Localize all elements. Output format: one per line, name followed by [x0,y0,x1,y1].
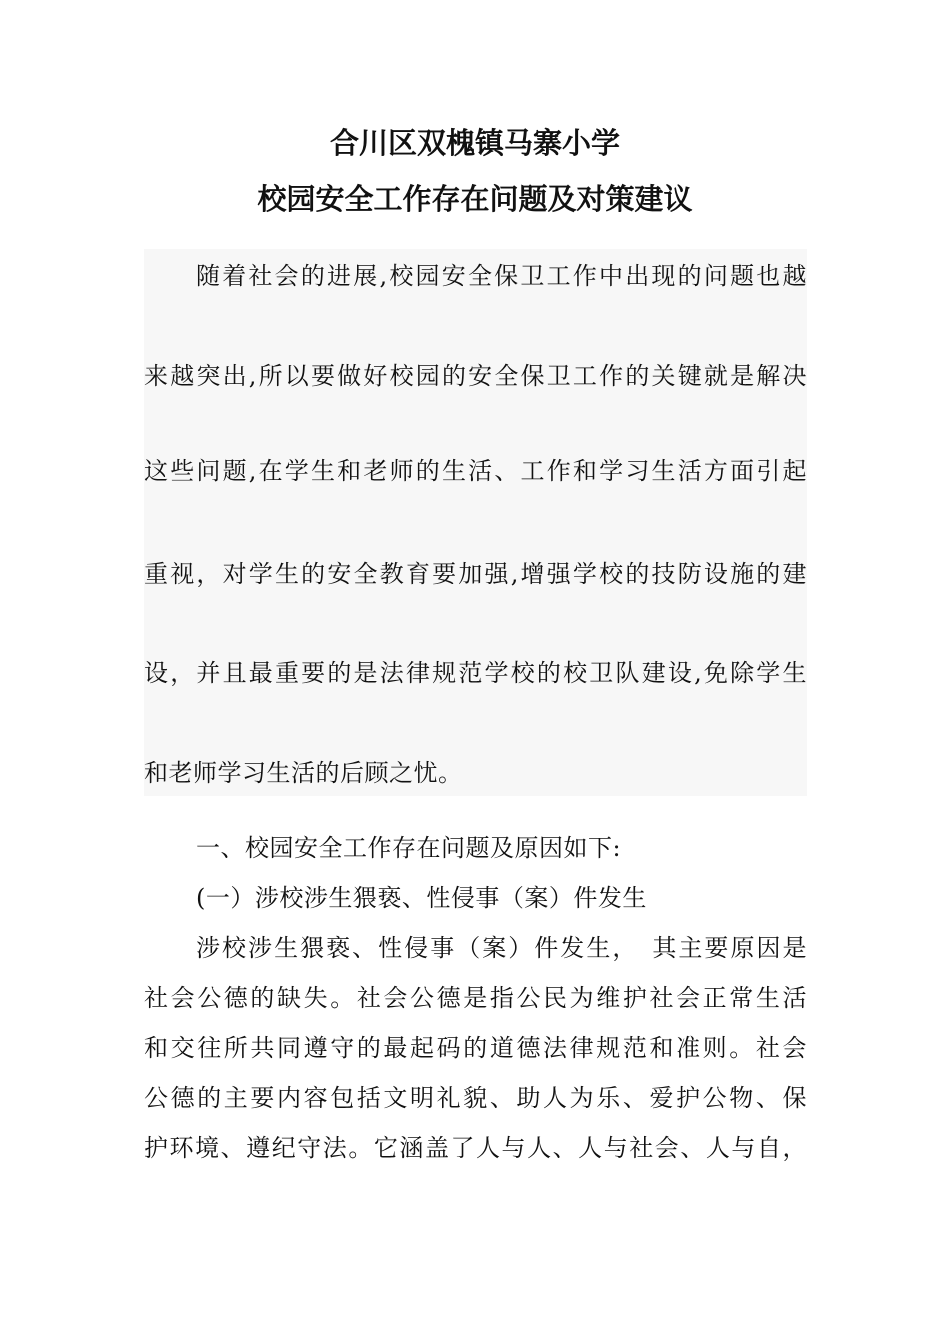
body-line: 护环境、遵纪守法。它涵盖了人与人、人与社会、人与自， [144,1134,807,1162]
intro-line: 来越突出,所以要做好校园的安全保卫工作的关键就是解决 [144,362,807,390]
intro-line: 和老师学习生活的后顾之忧。 [144,759,463,787]
document-title [0,128,950,228]
intro-paragraph [144,249,807,796]
body-line: 涉校涉生猥亵、性侵事（案）件发生， 其主要原因是 [196,934,807,962]
section-heading: 一、校园安全工作存在问题及原因如下: [196,834,622,862]
title-line-topic: 校园安全工作存在问题及对策建议 [257,182,693,216]
intro-line: 设，并且最重要的是法律规范学校的校卫队建设,免除学生 [144,659,807,687]
body-line: 和交往所共同遵守的最起码的道德法律规范和准则。社会 [144,1034,807,1062]
subsection-heading: (一）涉校涉生猥亵、性侵事（案）件发生 [196,884,647,912]
intro-line: 这些问题,在学生和老师的生活、工作和学习生活方面引起 [144,457,807,485]
intro-line: 重视，对学生的安全教育要加强,增强学校的技防设施的建 [144,560,807,588]
body-line: 公德的主要内容包括文明礼貌、助人为乐、爱护公物、保 [144,1084,807,1112]
intro-line: 随着社会的进展,校园安全保卫工作中出现的问题也越 [196,262,807,290]
title-line-school: 合川区双槐镇马寨小学 [329,126,620,160]
body-line: 社会公德的缺失。社会公德是指公民为维护社会正常生活 [144,984,807,1012]
